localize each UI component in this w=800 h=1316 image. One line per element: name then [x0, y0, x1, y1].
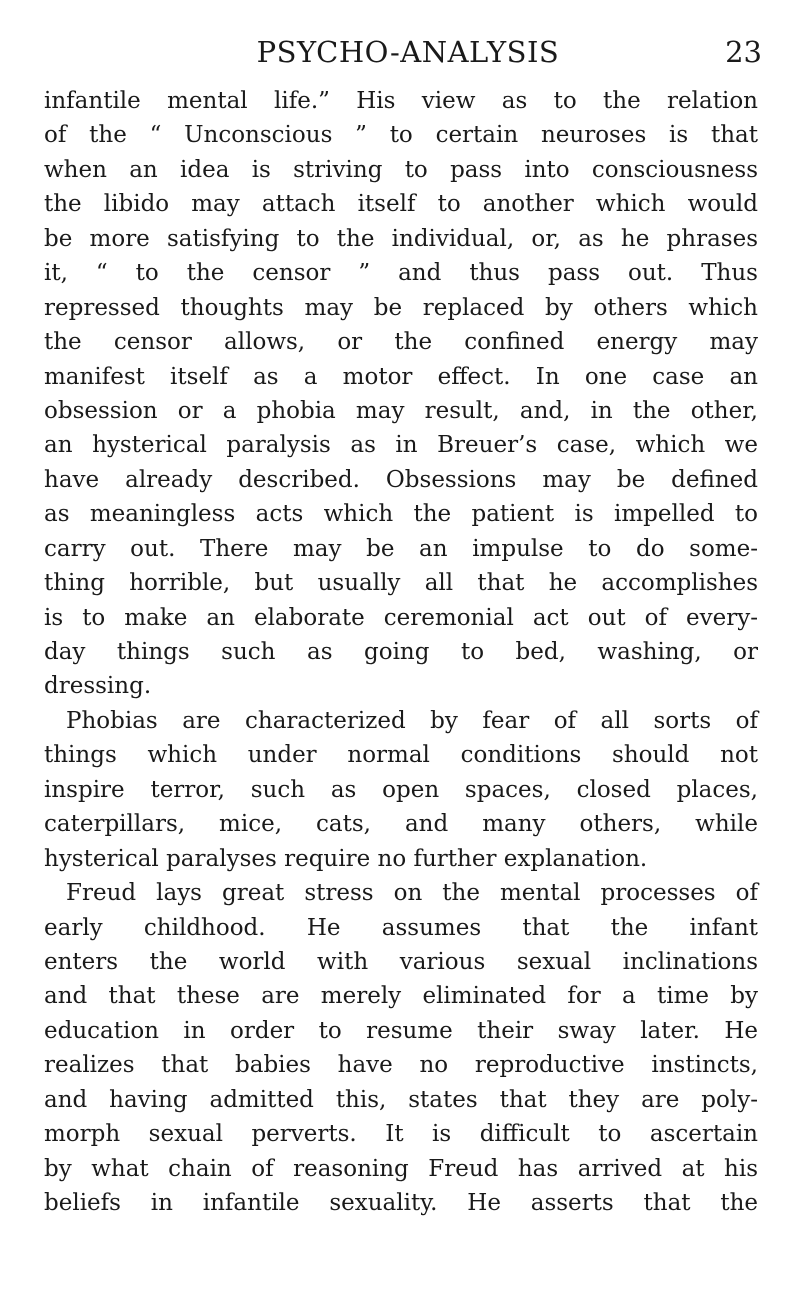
- text-line: is to make an elaborate ceremonial act out of every-: [44, 604, 758, 631]
- text-line: the censor allows, or the confined energy may: [44, 329, 758, 356]
- text-line: and that these are merely eliminated for a time by: [44, 983, 758, 1010]
- text-line: have already described. Obsessions may be defined: [44, 466, 758, 493]
- text-line: beliefs in infantile sexuality. He asserts that the: [44, 1190, 758, 1216]
- text-line: and having admitted this, states that they are poly-: [44, 1086, 758, 1113]
- text-line: inspire terror, such as open spaces, closed places,: [44, 776, 758, 803]
- text-line: when an idea is striving to pass into consciousness: [44, 156, 758, 183]
- text-line: enters the world with various sexual inclinations: [44, 948, 758, 975]
- paragraph-start-line: Phobias are characterized by fear of all sorts of: [66, 707, 758, 734]
- running-title: PSYCHO-ANALYSIS: [256, 35, 560, 69]
- text-line: by what chain of reasoning Freud has arrived at his: [44, 1155, 758, 1182]
- text-line: be more satisfying to the individual, or, as he phrases: [44, 225, 758, 252]
- text-line: hysterical paralyses require no further explanation.: [44, 845, 648, 872]
- text-line: day things such as going to bed, washing, or: [44, 639, 758, 665]
- text-line: education in order to resume their sway later. He: [44, 1017, 758, 1044]
- text-line: thing horrible, but usually all that he accomplishes: [44, 570, 758, 597]
- text-line: manifest itself as a motor effect. In one case an: [44, 363, 758, 390]
- text-line: early childhood. He assumes that the infant: [44, 914, 758, 941]
- text-line: it, “ to the censor ” and thus pass out. Thus: [44, 260, 758, 287]
- running-head: [46, 26, 770, 76]
- text-line: carry out. There may be an impulse to do some-: [44, 535, 758, 562]
- text-line: things which under normal conditions should not: [44, 742, 758, 769]
- text-line: realizes that babies have no reproductive instincts,: [44, 1052, 758, 1079]
- text-line: infantile mental life.” His view as to the relation: [44, 88, 758, 114]
- paragraph-start-line: Freud lays great stress on the mental processes of: [66, 880, 758, 907]
- text-line: an hysterical paralysis as in Breuer’s case, which we: [44, 432, 758, 459]
- text-line: morph sexual perverts. It is difficult to ascertain: [44, 1121, 758, 1148]
- text-line: repressed thoughts may be replaced by others which: [44, 294, 758, 321]
- text-line: dressing.: [44, 673, 152, 700]
- text-line: of the “ Unconscious ” to certain neuroses is that: [44, 122, 758, 149]
- text-line: as meaningless acts which the patient is impelled to: [44, 501, 758, 528]
- text-line: obsession or a phobia may result, and, in the other,: [44, 397, 758, 424]
- page-number: 23: [725, 35, 762, 69]
- text-line: caterpillars, mice, cats, and many others, while: [44, 811, 758, 838]
- body-text: [44, 84, 758, 1220]
- text-line: the libido may attach itself to another which would: [44, 191, 758, 218]
